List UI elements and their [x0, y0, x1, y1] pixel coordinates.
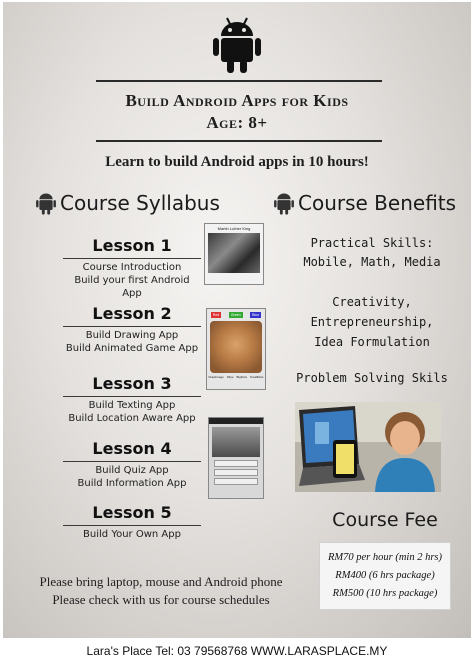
syllabus-heading: Course Syllabus	[60, 191, 220, 215]
boy-with-laptop-photo	[295, 402, 441, 492]
benefit-line: Problem Solving Skils	[296, 371, 448, 385]
lesson-desc: Build Drawing App	[85, 330, 179, 341]
tab-label: Wipe	[226, 375, 234, 379]
poster-age: Age: 8+	[206, 113, 268, 132]
lesson-desc: Build Animated Game App	[65, 343, 199, 354]
android-robot-icon	[213, 16, 261, 74]
lesson-title: Lesson 1	[92, 236, 172, 255]
benefit-practical	[288, 235, 456, 271]
benefit-line: Practical Skills:	[310, 236, 434, 250]
benefits-heading: Course Benefits	[298, 191, 457, 215]
benefit-line: Creativity,	[332, 295, 412, 309]
header-rule-bottom	[96, 140, 382, 142]
poster-title: Build Android Apps for Kids	[125, 91, 349, 110]
benefit-creativity	[288, 292, 456, 352]
app-title: Martin Luther King	[217, 226, 251, 231]
benefit-line: Entrepreneurship,	[310, 315, 434, 329]
tab-label: BigDots	[236, 375, 247, 379]
android-robot-icon	[36, 191, 56, 215]
note-bring-laptop: Please bring laptop, mouse and Android phone	[39, 574, 283, 589]
lesson-title: Lesson 4	[92, 439, 172, 458]
lesson-desc: Build Location Aware App	[68, 413, 196, 424]
green-button: Green	[230, 313, 241, 317]
lesson-desc: Build Information App	[77, 478, 187, 489]
lesson-5	[63, 503, 201, 541]
lesson-desc: Course Introduction	[82, 262, 182, 273]
lesson-desc: Build Texting App	[88, 400, 176, 411]
lesson-desc: Build Your Own App	[83, 529, 181, 540]
lesson-desc: Build Quiz App	[95, 465, 169, 476]
lesson-title: Lesson 3	[92, 374, 172, 393]
poster	[3, 2, 471, 638]
lesson-1-app-screenshot	[204, 223, 264, 285]
note-check-schedule: Please check with us for course schedules	[52, 592, 270, 607]
cat-photo-placeholder	[210, 321, 262, 373]
blue-button: Blue	[252, 313, 260, 317]
lesson-3	[63, 374, 201, 425]
android-robot-icon	[274, 191, 294, 215]
fee-box	[319, 542, 451, 610]
lesson-desc: Build your first Android App	[74, 275, 190, 299]
fee-heading: Course Fee	[332, 509, 438, 531]
tagline: Learn to build Android apps in 10 hours!	[105, 154, 369, 170]
header-rule-top	[96, 80, 382, 82]
lesson-title: Lesson 5	[92, 503, 172, 522]
photo-placeholder	[208, 233, 260, 273]
fee-line: RM500 (10 hrs package)	[332, 588, 438, 599]
lesson-2-app-screenshot	[206, 308, 266, 390]
red-button: Red	[212, 313, 220, 317]
lesson-1	[63, 236, 201, 300]
fee-line: RM400 (6 hrs package)	[335, 570, 435, 581]
benefit-line: Mobile, Math, Media	[303, 255, 441, 269]
photo-placeholder	[212, 427, 260, 457]
fee-line: RM70 per hour (min 2 hrs)	[327, 552, 443, 563]
footer-contact: Lara's Place Tel: 03 79568768 WWW.LARASPLACE.MY	[86, 644, 388, 658]
lesson-2	[63, 304, 201, 355]
tab-label: DrawImage	[208, 375, 224, 379]
tab-label: SmallDots	[249, 375, 264, 379]
benefit-line: Idea Formulation	[314, 335, 430, 349]
lesson-title: Lesson 2	[92, 304, 172, 323]
lesson-4-app-screenshot	[208, 417, 264, 499]
benefit-problem-solving	[288, 370, 456, 387]
lesson-4	[63, 439, 201, 490]
